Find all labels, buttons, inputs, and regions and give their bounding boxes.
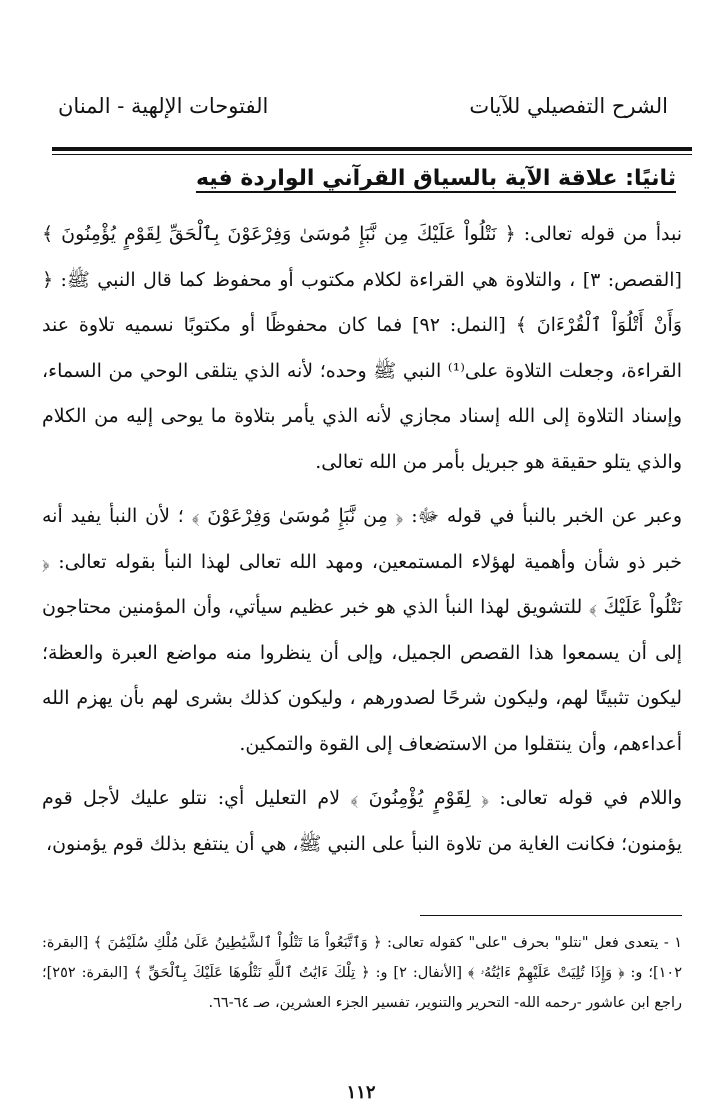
- body-text: [42, 212, 682, 867]
- paragraph: وعبر عن الخبر بالنبأ في قوله ﷻ: ﴿ مِن نَّبَإِ مُوسَىٰ وَفِرْعَوْنَ ﴾ ؛ لأن النبأ يفيد أنه خبر ذو شأن وأهمية لهؤلاء المستمعين، ومهد الله تعالى لهذا النبأ بقوله تعالى: ﴿ نَتْلُواْ عَلَيْكَ ﴾ للتشويق لهذا النبأ الذي هو خبر عظيم سيأتي، وأن المؤمنين محتاجون إلى أن يسمعوا هذا القصص الجميل، وإلى أن ينظروا منه مواضع العبرة والعظة؛ ليكون تثبيتًا لهم، وليكون شرحًا لصدورهم ، وليكون كذلك بشرى لهم بأن يهزم الله أعداءهم، وأن ينتقلوا من الاستضعاف إلى القوة والتمكين.: [42, 505, 682, 755]
- paragraph: نبدأ من قوله تعالى: ﴿ نَتْلُواْ عَلَيْكَ مِن نَّبَإِ مُوسَىٰ وَفِرْعَوْنَ بِٱلْحَقِّ لِقَوْمٍ يُؤْمِنُونَ ﴾ [القصص: ٣] ، والتلاوة هي القراءة لكلام مكتوب أو محفوظ كما قال النبي ﷺ: ﴿ وَأَنْ أَتْلُوَاْ ٱلْقُرْءَانَ ﴾ [النمل: ٩٢] فما كان محفوظًا أو مكتوبًا نسميه تلاوة عند القراءة، وجعلت التلاوة على⁽¹⁾ النبي ﷺ وحده؛ لأنه الذي يتلقى الوحي من السماء، وإسناد التلاوة إلى الله إسناد مجازي لأنه الذي يأمر بتلاوة ما يوحى إليه من الكلام والذي يتلو حقيقة هو جبريل بأمر من الله تعالى.: [42, 223, 682, 473]
- section-title: ثانيًا: علاقة الآية بالسياق القرآني الواردة فيه: [195, 166, 676, 191]
- header-rule-thin: [52, 154, 692, 155]
- footnote-separator: [420, 915, 682, 916]
- running-header-chapter-title: الفتوحات الإلهية - المنان: [58, 94, 269, 118]
- paragraph: واللام في قوله تعالى: ﴿ لِقَوْمٍ يُؤْمِنُونَ ﴾ لام التعليل أي: نتلو عليك لأجل قوم يؤمنون؛ فكانت الغاية من تلاوة النبأ على النبي ﷺ، هي أن ينتفع بذلك قوم يؤمنون،: [42, 787, 682, 855]
- running-header-book-title: الشرح التفصيلي للآيات: [469, 94, 668, 118]
- footnotes: [42, 928, 682, 1018]
- footnote: ١ - يتعدى فعل "نتلو" بحرف "على" كقوله تعالى: ﴿ وَٱتَّبَعُواْ مَا تَتْلُواْ ٱلشَّيَٰطِينُ عَلَىٰ مُلْكِ سُلَيْمَٰنَ ﴾ [البقرة: ١٠٢]؛ و: ﴿ وَإِذَا تُلِيَتْ عَلَيْهِمْ ءَايَٰتُهُۥ ﴾ [الأنفال: ٢] و: ﴿ تِلْكَ ءَايَٰتُ ٱللَّهِ نَتْلُوهَا عَلَيْكَ بِٱلْحَقِّ ﴾ [البقرة: ٢٥٢]؛ راجع ابن عاشور -رحمه الله- التحرير والتنوير، تفسير الجزء العشرين، صـ ٦٤-٦٦.: [42, 935, 682, 1011]
- page-number: ١١٢: [346, 1082, 376, 1103]
- header-rule-thick: [52, 147, 692, 151]
